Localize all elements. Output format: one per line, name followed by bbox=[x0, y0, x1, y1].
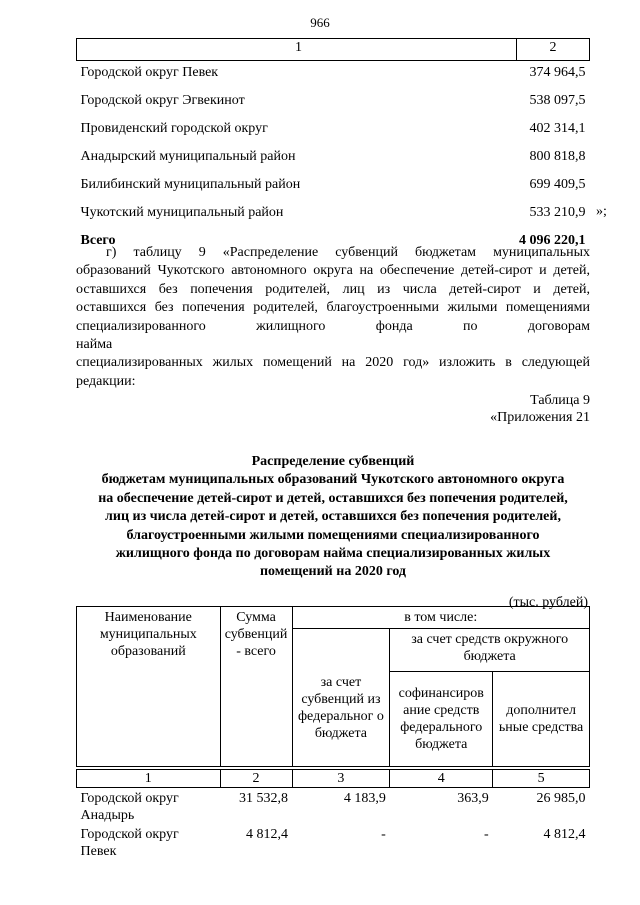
paragraph-line: редакции: bbox=[76, 373, 136, 389]
table-row bbox=[77, 201, 590, 229]
table-label: Таблица 9 bbox=[530, 393, 590, 408]
title-line: помещений на 2020 год bbox=[259, 564, 407, 580]
column-header-2: 2 bbox=[517, 39, 590, 61]
row-cofinancing: - bbox=[484, 827, 489, 842]
district-name: Билибинский муниципальный район bbox=[80, 177, 301, 192]
closing-quote: »; bbox=[596, 204, 607, 219]
district-value: 538 097,5 bbox=[529, 93, 586, 108]
title-line: жилищного фонда по договорам найма специализированных жилых bbox=[115, 546, 551, 562]
subsidy-table bbox=[76, 606, 590, 860]
table-row bbox=[77, 824, 590, 860]
district-name: Анадырский муниципальный район bbox=[80, 149, 296, 164]
table-row bbox=[77, 89, 590, 117]
header-total: Сумма субвенций - всего bbox=[220, 607, 292, 767]
title-line: Распределение субвенций bbox=[251, 454, 415, 469]
amendment-paragraph bbox=[76, 244, 590, 391]
district-name: Городской округ Эгвекинот bbox=[80, 93, 245, 108]
table-row bbox=[77, 173, 590, 201]
column-number: 1 bbox=[77, 770, 221, 788]
district-name: Чукотский муниципальный район bbox=[80, 205, 284, 220]
row-federal: 4 183,9 bbox=[343, 791, 386, 806]
table-row bbox=[77, 117, 590, 145]
total-label: Всего bbox=[80, 233, 116, 248]
row-additional: 26 985,0 bbox=[536, 791, 586, 806]
paragraph-line: специализированных жилых помещений на 2020 год» изложить в следующей bbox=[76, 355, 590, 371]
paragraph-line: оставшихся без попечения родителей, благоустроенными жилыми помещениями bbox=[76, 300, 590, 316]
header-including: в том числе: bbox=[292, 607, 589, 629]
row-total: 31 532,8 bbox=[239, 791, 289, 806]
header-regional: за счет средств окружного бюджета bbox=[390, 629, 590, 672]
title-line: бюджетам муниципальных образований Чукотского автономного округа bbox=[101, 472, 565, 488]
header-additional: дополнител ьные средства bbox=[493, 672, 590, 767]
page-number: 966 bbox=[310, 15, 330, 30]
row-name: Городской округ Анадырь bbox=[80, 791, 179, 823]
title-line: на обеспечение детей-сирот и детей, оставшихся без попечения родителей, bbox=[98, 490, 568, 506]
row-federal: - bbox=[381, 827, 386, 842]
row-additional: 4 812,4 bbox=[543, 827, 586, 842]
paragraph-line: специализированного жилищного фонда по договорам найма bbox=[76, 318, 590, 353]
units-label: (тыс. рублей) bbox=[508, 595, 588, 610]
table-row bbox=[77, 61, 590, 90]
district-value: 374 964,5 bbox=[529, 65, 586, 80]
column-number: 4 bbox=[390, 770, 493, 788]
column-number: 2 bbox=[220, 770, 292, 788]
total-value: 4 096 220,1 bbox=[519, 233, 586, 248]
table-row bbox=[77, 788, 590, 825]
district-value: 699 409,5 bbox=[529, 177, 586, 192]
table-row bbox=[77, 145, 590, 173]
top-table bbox=[76, 38, 590, 257]
district-name: Городской округ Певек bbox=[80, 65, 219, 80]
appendix-label: «Приложения 21 bbox=[490, 410, 590, 425]
district-value: 533 210,9 bbox=[529, 205, 586, 220]
header-name: Наименование муниципальных образований bbox=[77, 607, 221, 767]
column-number: 3 bbox=[292, 770, 390, 788]
district-name: Провиденский городской округ bbox=[80, 121, 268, 136]
column-number: 5 bbox=[493, 770, 590, 788]
header-federal: за счет субвенций из федеральног о бюджета bbox=[292, 629, 390, 767]
paragraph-line: г) таблицу 9 «Распределение субвенций бюджетам муниципальных bbox=[106, 245, 590, 260]
paragraph-line: оставшихся без попечения родителей, лиц из числа детей-сирот и детей, bbox=[76, 281, 590, 297]
header-cofinancing: софинансиров ание средств федерального бюджета bbox=[390, 672, 493, 767]
column-header-1: 1 bbox=[77, 39, 517, 61]
paragraph-line: образований Чукотского автономного округа на обеспечение детей-сирот и детей, bbox=[76, 263, 590, 279]
row-total: 4 812,4 bbox=[246, 827, 289, 842]
row-name: Городской округ Певек bbox=[80, 827, 179, 859]
title-line: благоустроенными жилыми помещениями специализированного bbox=[126, 527, 540, 543]
district-value: 800 818,8 bbox=[529, 149, 586, 164]
district-value: 402 314,1 bbox=[529, 121, 586, 136]
table-title bbox=[76, 453, 590, 582]
row-cofinancing: 363,9 bbox=[457, 791, 489, 806]
title-line: лиц из числа детей-сирот и детей, оставшихся без попечения родителей, bbox=[105, 509, 561, 525]
